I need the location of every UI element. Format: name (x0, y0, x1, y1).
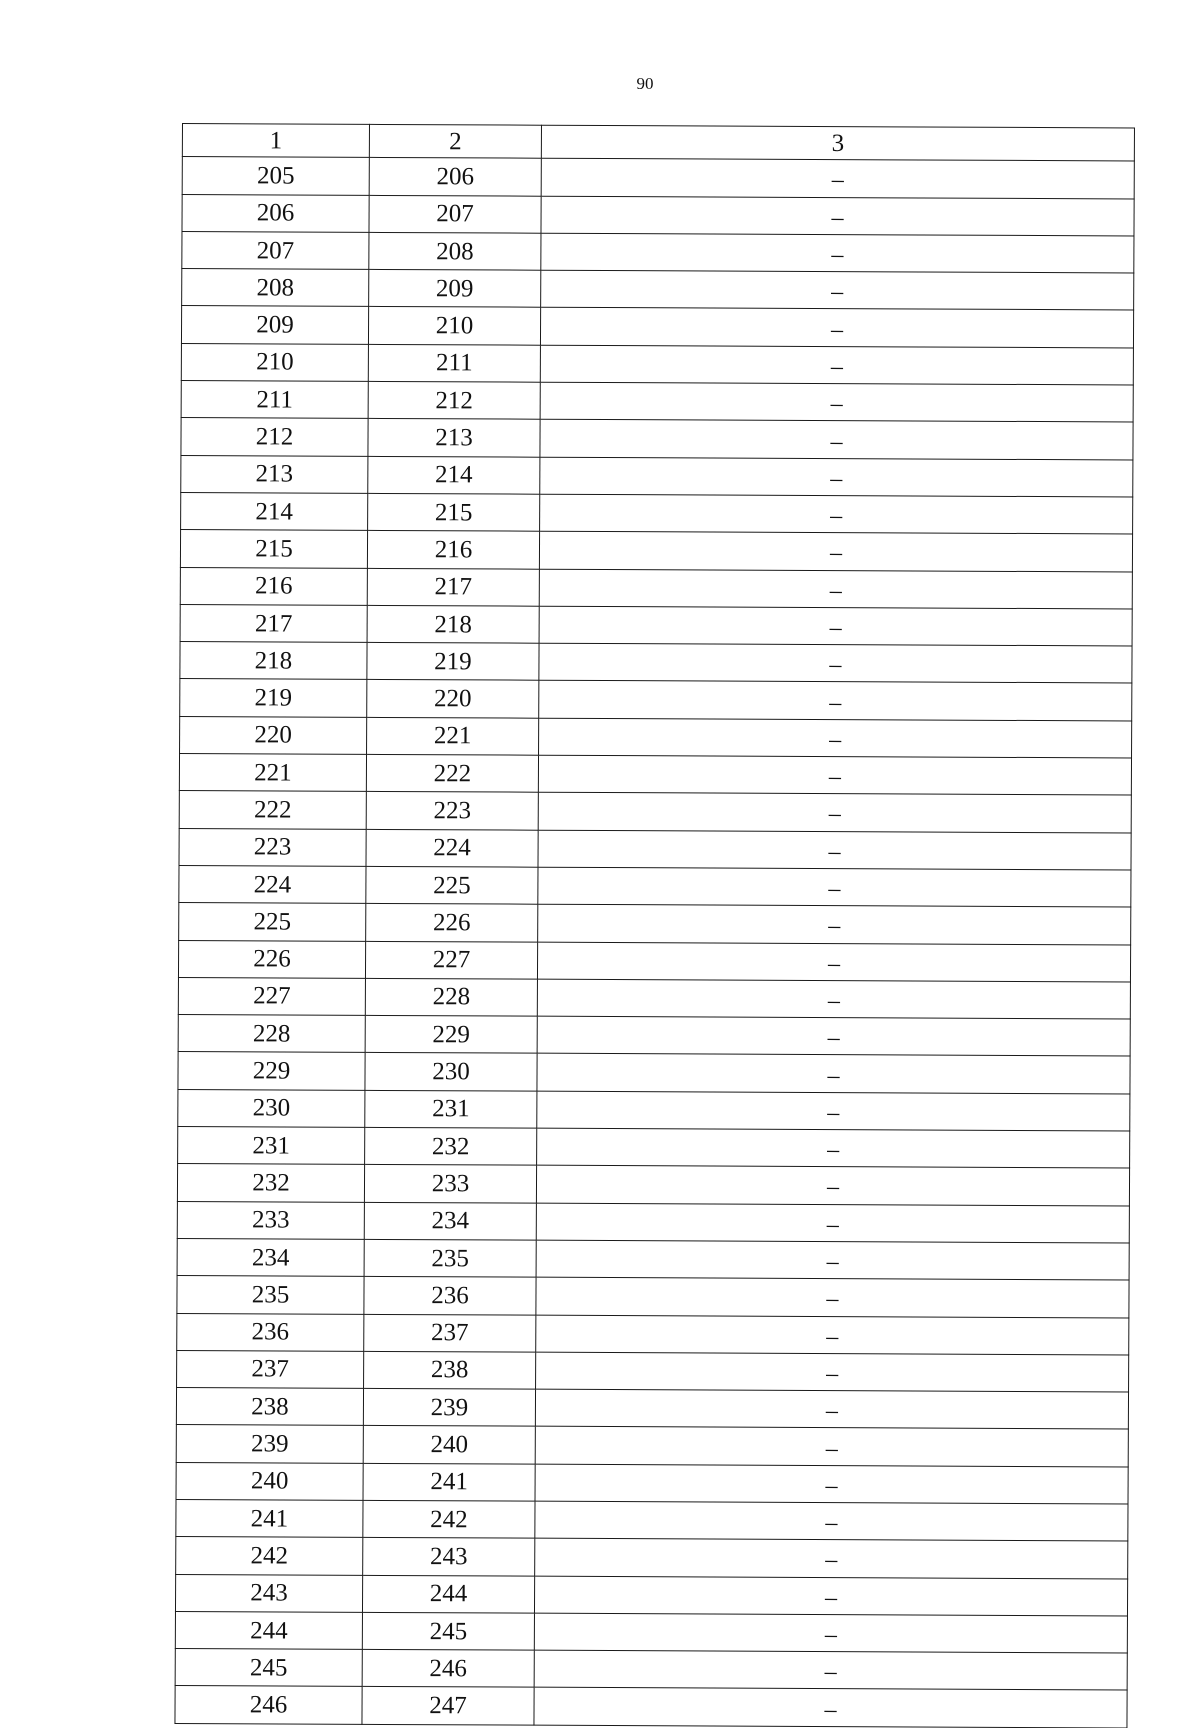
table-row (179, 828, 1131, 870)
table-cell-col-3: – (537, 1054, 1130, 1094)
table-row (179, 754, 1131, 796)
table-cell-col-3: – (539, 718, 1132, 758)
table-cell-col-3: – (539, 643, 1132, 683)
table-cell-col-1: 211 (181, 381, 368, 419)
table-row (180, 567, 1132, 609)
table-cell-col-3: – (540, 382, 1133, 422)
table-cell-col-1: 227 (178, 977, 365, 1015)
table-cell-col-3: – (536, 1277, 1129, 1317)
table-cell-col-1: 214 (181, 492, 368, 530)
table-row (181, 418, 1133, 460)
table-cell-col-2: 211 (368, 344, 540, 382)
table-cell-col-1: 222 (179, 791, 366, 829)
table-cell-col-1: 208 (182, 269, 369, 307)
table-row (176, 1462, 1128, 1504)
table-row (181, 343, 1133, 385)
table-cell-col-3: – (537, 979, 1130, 1019)
table-cell-col-1: 212 (181, 418, 368, 456)
table-cell-col-2: 247 (362, 1687, 534, 1725)
table-cell-col-3: – (536, 1203, 1129, 1243)
table-cell-col-3: – (534, 1650, 1127, 1690)
table-row (180, 530, 1132, 572)
table-row (182, 231, 1134, 273)
table-row (176, 1537, 1128, 1579)
table-row (175, 1574, 1127, 1616)
table-cell-col-1: 223 (179, 828, 366, 866)
table-cell-col-1: 233 (177, 1201, 364, 1239)
table-cell-col-3: – (537, 1016, 1130, 1056)
table-row (181, 455, 1133, 497)
table-row (177, 1201, 1129, 1243)
table-cell-col-3: – (537, 1128, 1130, 1168)
table-cell-col-3: – (535, 1389, 1128, 1429)
table-cell-col-3: – (536, 1240, 1129, 1280)
table-cell-col-1: 220 (180, 716, 367, 754)
table-cell-col-2: 230 (365, 1053, 537, 1091)
page-number: 90 (636, 74, 654, 93)
table-row (179, 903, 1131, 945)
table-header-row (182, 124, 1134, 162)
table-cell-col-3: – (539, 569, 1132, 609)
table-cell-col-3: – (540, 345, 1133, 385)
table-cell-col-1: 229 (178, 1052, 365, 1090)
table-cell-col-3: – (535, 1427, 1128, 1467)
table-cell-col-1: 234 (177, 1238, 364, 1276)
table-cell-col-2: 209 (369, 270, 541, 308)
table-row (175, 1649, 1127, 1691)
table-row (180, 604, 1132, 646)
column-header-3: 3 (541, 125, 1134, 161)
table-cell-col-1: 206 (182, 194, 369, 232)
table-cell-col-1: 243 (175, 1574, 362, 1612)
table-cell-col-3: – (538, 904, 1131, 944)
table-row (178, 1052, 1130, 1094)
table-body (175, 157, 1134, 1728)
table-row (179, 865, 1131, 907)
table-row (179, 791, 1131, 833)
table-cell-col-3: – (538, 755, 1131, 795)
table-cell-col-1: 224 (179, 865, 366, 903)
table-cell-col-3: – (541, 196, 1134, 236)
table-cell-col-1: 231 (178, 1127, 365, 1165)
table-cell-col-1: 240 (176, 1462, 363, 1500)
table-cell-col-1: 210 (181, 343, 368, 381)
table-cell-col-1: 236 (177, 1313, 364, 1351)
table-row (175, 1686, 1127, 1728)
table-cell-col-3: – (540, 457, 1133, 497)
table-cell-col-1: 207 (182, 231, 369, 269)
table-cell-col-2: 238 (364, 1351, 536, 1389)
table-cell-col-2: 244 (362, 1575, 534, 1613)
table-cell-col-1: 205 (182, 157, 369, 195)
table-cell-col-2: 239 (363, 1388, 535, 1426)
table-cell-col-1: 209 (181, 306, 368, 344)
table-cell-col-3: – (539, 531, 1132, 571)
table-row (176, 1388, 1128, 1430)
table-row (176, 1499, 1128, 1541)
table-cell-col-3: – (539, 681, 1132, 721)
table-cell-col-3: – (540, 494, 1133, 534)
table-cell-col-3: – (541, 233, 1134, 273)
table-row (177, 1238, 1129, 1280)
table-cell-col-2: 242 (363, 1500, 535, 1538)
table-row (177, 1313, 1129, 1355)
table-row (182, 194, 1134, 236)
table-cell-col-1: 215 (180, 530, 367, 568)
table-cell-col-1: 237 (177, 1350, 364, 1388)
table-cell-col-2: 213 (368, 419, 540, 457)
table-row (176, 1425, 1128, 1467)
table-cell-col-2: 229 (365, 1015, 537, 1053)
column-header-1: 1 (182, 124, 369, 158)
table-cell-col-1: 245 (175, 1649, 362, 1687)
data-table-container (174, 123, 1134, 1728)
table-row (181, 306, 1133, 348)
table-cell-col-1: 230 (178, 1089, 365, 1127)
table-row (178, 1127, 1130, 1169)
table-row (177, 1164, 1129, 1206)
table-cell-col-3: – (534, 1576, 1127, 1616)
data-table (174, 123, 1135, 1728)
table-cell-col-3: – (538, 793, 1131, 833)
table-cell-col-1: 219 (180, 679, 367, 717)
table-cell-col-2: 227 (365, 941, 537, 979)
table-row (181, 492, 1133, 534)
table-cell-col-2: 233 (364, 1165, 536, 1203)
table-cell-col-1: 235 (177, 1276, 364, 1314)
table-cell-col-3: – (536, 1315, 1129, 1355)
table-cell-col-2: 206 (369, 158, 541, 196)
table-row (180, 642, 1132, 684)
table-cell-col-2: 212 (368, 381, 540, 419)
table-cell-col-2: 214 (368, 456, 540, 494)
table-row (182, 269, 1134, 311)
table-cell-col-1: 232 (177, 1164, 364, 1202)
table-cell-col-1: 213 (181, 455, 368, 493)
table-cell-col-2: 215 (368, 493, 540, 531)
table-cell-col-2: 236 (364, 1277, 536, 1315)
table-row (178, 977, 1130, 1019)
table-cell-col-2: 240 (363, 1426, 535, 1464)
table-cell-col-1: 246 (175, 1686, 362, 1724)
table-row (178, 940, 1130, 982)
table-cell-col-2: 225 (366, 866, 538, 904)
table-cell-col-1: 217 (180, 604, 367, 642)
table-row (181, 381, 1133, 423)
table-row (180, 679, 1132, 721)
table-cell-col-2: 210 (368, 307, 540, 345)
table-cell-col-3: – (540, 420, 1133, 460)
table-cell-col-3: – (541, 158, 1134, 198)
table-cell-col-3: – (540, 308, 1133, 348)
table-cell-col-1: 241 (176, 1499, 363, 1537)
table-cell-col-1: 216 (180, 567, 367, 605)
table-cell-col-3: – (536, 1165, 1129, 1205)
table-cell-col-2: 235 (364, 1239, 536, 1277)
table-cell-col-3: – (538, 830, 1131, 870)
table-row (177, 1276, 1129, 1318)
table-cell-col-1: 238 (176, 1388, 363, 1426)
table-cell-col-3: – (537, 1091, 1130, 1131)
table-cell-col-2: 237 (364, 1314, 536, 1352)
table-cell-col-2: 246 (362, 1650, 534, 1688)
table-cell-col-3: – (539, 606, 1132, 646)
table-cell-col-3: – (535, 1501, 1128, 1541)
column-header-2: 2 (369, 124, 541, 158)
table-cell-col-1: 242 (176, 1537, 363, 1575)
table-cell-col-2: 234 (364, 1202, 536, 1240)
table-cell-col-2: 241 (363, 1463, 535, 1501)
table-cell-col-2: 216 (367, 531, 539, 569)
table-row (180, 716, 1132, 758)
table-row (178, 1089, 1130, 1131)
table-row (178, 1015, 1130, 1057)
table-cell-col-2: 221 (367, 717, 539, 755)
table-cell-col-3: – (541, 270, 1134, 310)
table-cell-col-2: 220 (367, 680, 539, 718)
table-cell-col-2: 218 (367, 605, 539, 643)
table-row (182, 157, 1134, 199)
table-cell-col-2: 245 (362, 1612, 534, 1650)
table-cell-col-1: 244 (175, 1611, 362, 1649)
table-cell-col-3: – (538, 867, 1131, 907)
table-cell-col-2: 231 (365, 1090, 537, 1128)
table-cell-col-2: 207 (369, 195, 541, 233)
table-row (175, 1611, 1127, 1653)
table-cell-col-2: 219 (367, 643, 539, 681)
table-cell-col-3: – (534, 1613, 1127, 1653)
table-cell-col-2: 224 (366, 829, 538, 867)
table-cell-col-3: – (537, 942, 1130, 982)
table-cell-col-3: – (535, 1538, 1128, 1578)
table-cell-col-2: 226 (366, 904, 538, 942)
table-cell-col-3: – (536, 1352, 1129, 1392)
table-cell-col-1: 218 (180, 642, 367, 680)
table-cell-col-3: – (534, 1688, 1127, 1728)
table-row (177, 1350, 1129, 1392)
table-cell-col-1: 226 (178, 940, 365, 978)
table-cell-col-2: 228 (365, 978, 537, 1016)
table-cell-col-2: 222 (366, 754, 538, 792)
table-cell-col-2: 223 (366, 792, 538, 830)
table-cell-col-1: 239 (176, 1425, 363, 1463)
table-cell-col-1: 221 (179, 754, 366, 792)
table-cell-col-2: 217 (367, 568, 539, 606)
table-cell-col-3: – (535, 1464, 1128, 1504)
table-cell-col-2: 232 (365, 1127, 537, 1165)
table-cell-col-2: 243 (363, 1538, 535, 1576)
table-cell-col-2: 208 (369, 232, 541, 270)
table-cell-col-1: 225 (179, 903, 366, 941)
table-cell-col-1: 228 (178, 1015, 365, 1053)
